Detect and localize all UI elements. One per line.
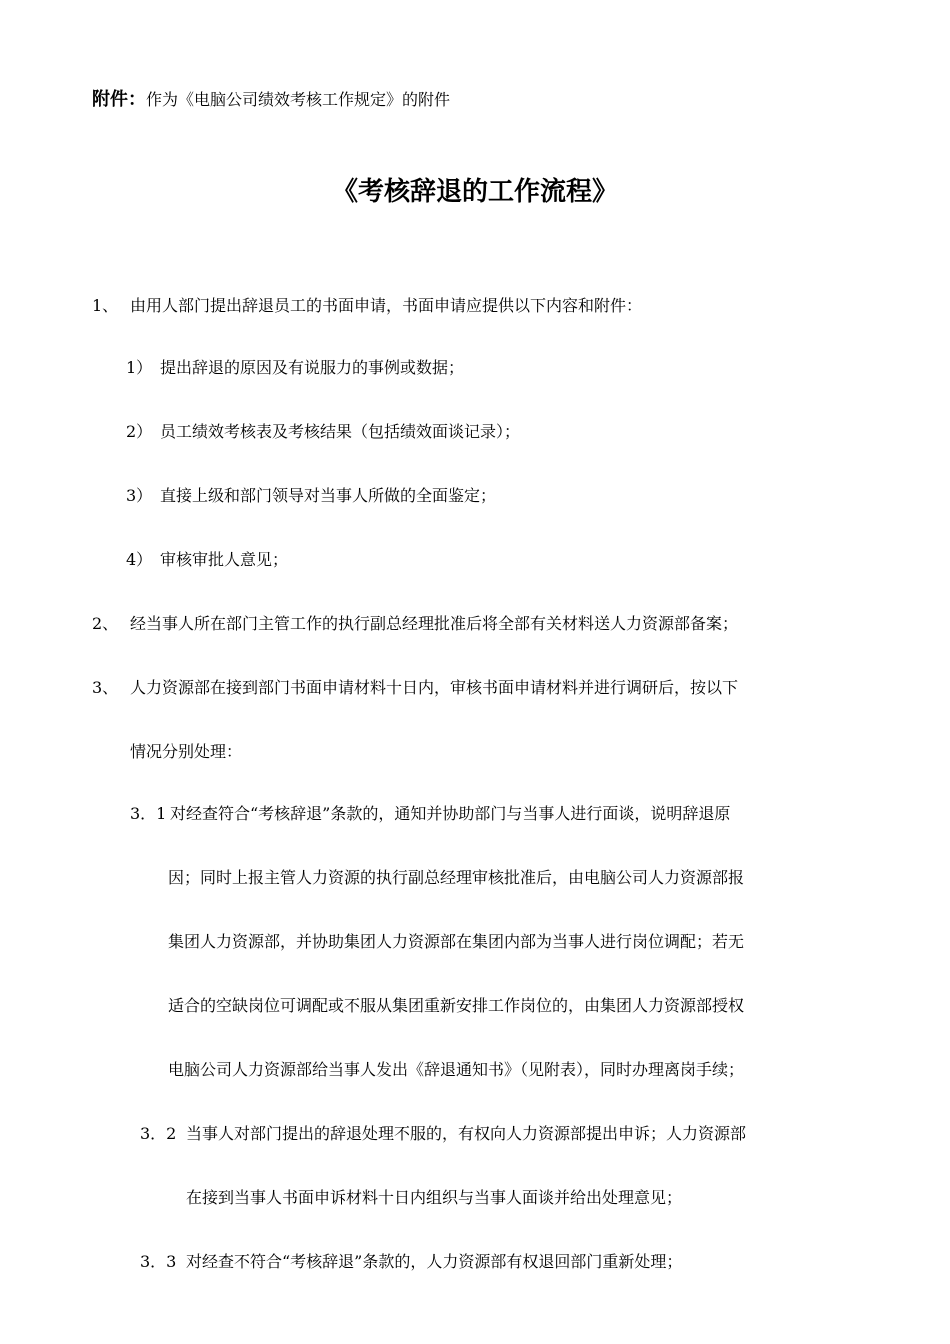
sub-item-number: 4） xyxy=(126,550,153,569)
list-item-3-continuation: 情况分别处理： xyxy=(130,742,243,761)
sub-item-1-4 xyxy=(126,550,288,570)
list-item-number: 1、 xyxy=(92,296,119,315)
sub-item-3-1 xyxy=(130,804,730,824)
sub-item-text: 对经查符合“考核辞退”条款的，通知并协助部门与当事人进行面谈，说明辞退原 xyxy=(170,804,731,823)
sub-item-3-3 xyxy=(140,1252,682,1272)
sub-item-number: 3．3 xyxy=(140,1252,177,1271)
sub-item-number: 1） xyxy=(126,358,153,377)
list-item-2 xyxy=(92,614,738,634)
sub-item-number: 3．2 xyxy=(140,1124,177,1143)
sub-item-text: 审核审批人意见； xyxy=(160,550,289,569)
list-item-3 xyxy=(92,678,738,698)
sub-item-text: 当事人对部门提出的辞退处理不服的，有权向人力资源部提出申诉；人力资源部 xyxy=(186,1124,747,1143)
sub-item-3-2 xyxy=(140,1124,746,1144)
sub-item-text: 直接上级和部门领导对当事人所做的全面鉴定； xyxy=(160,486,497,505)
sub-item-text: 员工绩效考核表及考核结果（包括绩效面谈记录）； xyxy=(160,422,521,441)
document-title: 《考核辞退的工作流程》 xyxy=(331,177,618,207)
list-item-text: 经当事人所在部门主管工作的执行副总经理批准后将全部有关材料送人力资源部备案； xyxy=(130,614,739,633)
sub-item-number: 3） xyxy=(126,486,153,505)
sub-item-1-2 xyxy=(126,422,520,442)
attachment-label: 附件： xyxy=(92,89,146,110)
sub-item-number: 3．1 xyxy=(130,804,167,823)
sub-item-1-3 xyxy=(126,486,496,506)
sub-item-text: 提出辞退的原因及有说服力的事例或数据； xyxy=(160,358,465,377)
list-item-text: 由用人部门提出辞退员工的书面申请，书面申请应提供以下内容和附件： xyxy=(130,296,643,315)
list-item-text: 人力资源部在接到部门书面申请材料十日内，审核书面申请材料并进行调研后，按以下 xyxy=(130,678,739,697)
sub-item-number: 2） xyxy=(126,422,153,441)
list-item-1 xyxy=(92,296,642,316)
sub-item-text: 对经查不符合“考核辞退”条款的，人力资源部有权退回部门重新处理； xyxy=(186,1252,683,1271)
sub-item-1-1 xyxy=(126,358,464,378)
attachment-header xyxy=(92,90,450,110)
sub-item-3-1-line4: 适合的空缺岗位可调配或不服从集团重新安排工作岗位的，由集团人力资源部授权 xyxy=(168,996,745,1015)
sub-item-3-1-line2: 因；同时上报主管人力资源的执行副总经理审核批准后，由电脑公司人力资源部报 xyxy=(168,868,745,887)
list-item-number: 3、 xyxy=(92,678,119,697)
sub-item-3-2-line2: 在接到当事人书面申诉材料十日内组织与当事人面谈并给出处理意见； xyxy=(186,1188,683,1207)
list-item-number: 2、 xyxy=(92,614,119,633)
sub-item-3-1-line3: 集团人力资源部，并协助集团人力资源部在集团内部为当事人进行岗位调配；若无 xyxy=(168,932,745,951)
attachment-text: 作为《电脑公司绩效考核工作规定》的附件 xyxy=(146,90,451,109)
sub-item-3-1-line5: 电脑公司人力资源部给当事人发出《辞退通知书》（见附表），同时办理离岗手续； xyxy=(168,1060,745,1079)
